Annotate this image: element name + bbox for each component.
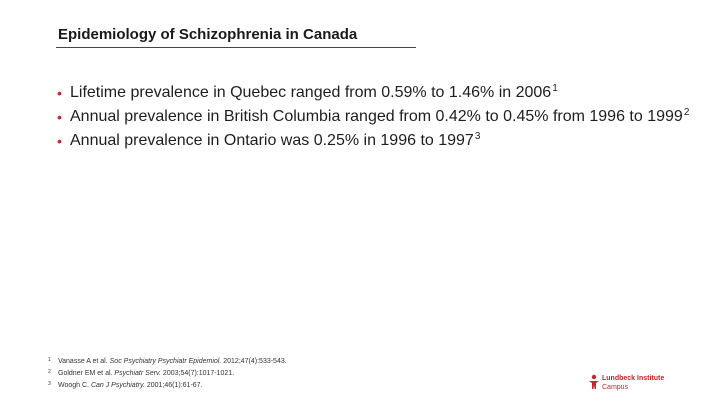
reference-item <box>48 380 287 392</box>
title-divider <box>56 47 416 48</box>
references <box>48 356 287 392</box>
lundbeck-figure-icon <box>588 374 600 390</box>
slide-title: Epidemiology of Schizophrenia in Canada <box>58 26 358 43</box>
bullet-ref: 3 <box>474 131 481 142</box>
bullet-dot-icon: • <box>57 85 62 101</box>
reference-journal: Can J Psychiatry. <box>90 382 145 389</box>
reference-details: 2001;46(1):61-67. <box>144 382 203 389</box>
reference-details: 2012;47(4):533-543. <box>221 358 287 365</box>
logo-line-1: Lundbeck Institute <box>602 375 665 382</box>
reference-journal: Psychiatr Serv. <box>114 370 161 377</box>
lundbeck-logo <box>588 373 708 395</box>
logo-line-2: Campus <box>602 384 629 391</box>
bullet-item <box>57 108 697 126</box>
bullet-list <box>57 84 697 156</box>
bullet-dot-icon: • <box>57 133 62 149</box>
reference-authors: Goldner EM et al. <box>58 370 115 377</box>
bullet-item <box>57 132 697 150</box>
reference-details: 2003;54(7):1017-1021. <box>160 370 235 377</box>
reference-authors: Woogh C. <box>58 382 91 389</box>
bullet-text: Lifetime prevalence in Quebec ranged from 0.59% to 1.46% in 2006 <box>70 84 552 101</box>
bullet-item <box>57 84 697 102</box>
reference-number: 3 <box>48 381 51 387</box>
bullet-ref: 2 <box>683 107 690 118</box>
bullet-text: Annual prevalence in Ontario was 0.25% in 1996 to 1997 <box>70 132 474 149</box>
bullet-text: Annual prevalence in British Columbia ranged from 0.42% to 0.45% from 1996 to 1999 <box>70 108 683 125</box>
reference-item <box>48 356 287 368</box>
reference-item <box>48 368 287 380</box>
bullet-ref: 1 <box>552 83 558 94</box>
reference-authors: Vanasse A et al. <box>58 358 110 365</box>
reference-number: 1 <box>48 357 51 363</box>
bullet-dot-icon: • <box>57 109 62 125</box>
reference-journal: Soc Psychiatry Psychiatr Epidemiol. <box>109 358 222 365</box>
reference-number: 2 <box>48 369 51 375</box>
